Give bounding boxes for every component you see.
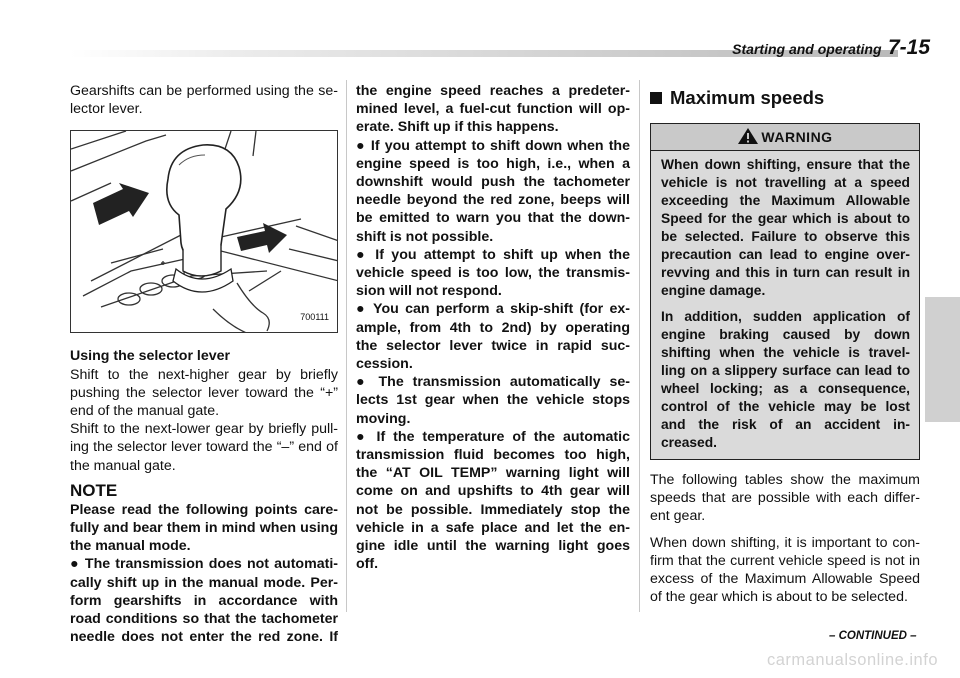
page-number: 7-15 bbox=[887, 36, 930, 59]
text-line: ● The transmission does not automati- bbox=[70, 556, 338, 573]
text-line: vehicle is not travelling at a speed bbox=[661, 175, 910, 190]
warning-triangle-icon bbox=[737, 127, 759, 145]
text-line: ● The transmission automatically se- bbox=[356, 374, 630, 391]
note-heading: NOTE bbox=[70, 480, 118, 500]
text-line: ● If the temperature of the automatic bbox=[356, 428, 630, 445]
section-heading bbox=[650, 86, 920, 110]
text-line: come on and upshifts to 4th gear will bbox=[356, 483, 630, 500]
text-line: end of the manual gate. bbox=[70, 403, 220, 420]
text-line: shifting when the vehicle is travel- bbox=[661, 345, 910, 360]
downshift-check-paragraph bbox=[650, 534, 920, 607]
downshift-paragraph bbox=[70, 420, 338, 475]
chapter-tab bbox=[925, 297, 960, 422]
text-line: needle does not enter the red zone. If bbox=[70, 629, 338, 646]
text-line: When down shifting, ensure that the bbox=[661, 157, 910, 172]
text-line: not be possible. Immediately stop the bbox=[356, 501, 630, 518]
text-line: revving and this in turn can result in bbox=[661, 265, 910, 280]
tables-paragraph bbox=[650, 471, 920, 526]
text-line: lector lever. bbox=[70, 101, 143, 118]
text-line: fully and bear them in mind when using bbox=[70, 520, 338, 537]
text-line: ent gear. bbox=[650, 508, 706, 525]
text-line: off. bbox=[356, 556, 379, 573]
intro-paragraph bbox=[70, 82, 338, 118]
text-line: gine idle until the warning light goes bbox=[356, 538, 630, 555]
text-line: firm that the current vehicle speed is not in bbox=[650, 552, 920, 569]
text-line: mined level, a fuel-cut function will op- bbox=[356, 101, 630, 118]
text-line: the manual mode. bbox=[70, 538, 191, 555]
upshift-paragraph bbox=[70, 366, 338, 421]
text-line: cally shift up in the manual mode. Per- bbox=[70, 574, 338, 591]
text-line: needle beyond the red zone, beeps will bbox=[356, 192, 630, 209]
text-line: form gearshifts in accordance with bbox=[70, 592, 338, 609]
text-line: be selected. Failure to observe this bbox=[661, 229, 910, 244]
text-line: moving. bbox=[356, 410, 411, 427]
warning-header bbox=[650, 123, 920, 151]
text-line: excess of the Maximum Allowable Speed bbox=[650, 571, 920, 588]
text-line: engine damage. bbox=[661, 283, 766, 298]
text-line: ● You can perform a skip-shift (for ex- bbox=[356, 301, 630, 318]
text-line: wheel locking; as a consequence, bbox=[661, 381, 910, 396]
text-line: Please read the following points care- bbox=[70, 501, 338, 518]
text-line: the engine speed reaches a predeter- bbox=[356, 83, 630, 99]
text-line: Gearshifts can be performed using the se- bbox=[70, 83, 338, 99]
text-line: road conditions so that the tachometer bbox=[70, 611, 338, 628]
text-line: In addition, sudden application of bbox=[661, 309, 910, 324]
text-line: cession. bbox=[356, 356, 413, 373]
column-middle bbox=[356, 82, 630, 573]
column-divider bbox=[346, 80, 347, 612]
text-line: lects 1st gear when the vehicle stops bbox=[356, 392, 630, 409]
text-line: Shift to the next-lower gear by briefly pull- bbox=[70, 421, 338, 438]
warning-label: WARNING bbox=[761, 129, 833, 145]
continued-marker: – CONTINUED – bbox=[829, 630, 917, 642]
section-title: Starting and operating bbox=[732, 41, 882, 57]
warning-body bbox=[650, 151, 920, 460]
note-body bbox=[70, 501, 338, 647]
section-heading-text: Maximum speeds bbox=[670, 87, 825, 108]
column-right bbox=[650, 82, 920, 606]
text-line: creased. bbox=[661, 435, 717, 450]
text-line: engine speed is too high, i.e., when a bbox=[356, 155, 630, 172]
watermark: carmanualsonline.info bbox=[766, 651, 938, 669]
text-line: exceeding the Maximum Allowable bbox=[661, 193, 910, 208]
column-divider bbox=[639, 80, 640, 612]
text-line: and the risk of an accident in- bbox=[661, 417, 910, 432]
gearshift-illustration bbox=[70, 130, 338, 333]
text-line: engine braking caused by down bbox=[661, 327, 910, 342]
subheading: Using the selector lever bbox=[70, 348, 231, 365]
square-bullet-icon bbox=[650, 92, 662, 104]
text-line: ● If you attempt to shift down when the bbox=[356, 137, 630, 154]
text-line: transmission fluid becomes too high, bbox=[356, 447, 630, 464]
text-line: ling on a slippery surface can lead to bbox=[661, 363, 910, 378]
text-line: be emitted to warn you that the down- bbox=[356, 210, 630, 227]
text-line: vehicle speed is too low, the transmis- bbox=[356, 265, 630, 282]
text-line: the selector lever twice in rapid suc- bbox=[356, 337, 630, 354]
text-line: ample, from 4th to 2nd) by operating bbox=[356, 319, 630, 336]
page-header bbox=[732, 36, 930, 60]
text-line: ● If you attempt to shift up when the bbox=[356, 246, 630, 263]
text-line: control of the vehicle may be lost bbox=[661, 399, 910, 414]
column-left bbox=[70, 82, 338, 646]
figure-code: 700111 bbox=[300, 312, 329, 323]
text-line: vehicle in a safe place and let the en- bbox=[356, 519, 630, 536]
text-line: The following tables show the maximum bbox=[650, 472, 920, 488]
text-line: Speed for the gear which is about to bbox=[661, 211, 910, 226]
text-line: speeds that are possible with each differ- bbox=[650, 490, 920, 507]
text-line: erate. Shift up if this happens. bbox=[356, 119, 559, 136]
text-line: precaution can lead to engine over- bbox=[661, 247, 910, 262]
text-line: the “AT OIL TEMP” warning light will bbox=[356, 465, 630, 482]
text-line: When down shifting, it is important to con- bbox=[650, 534, 920, 551]
text-line: Shift to the next-higher gear by briefly bbox=[70, 366, 338, 383]
selector-lever-drawing bbox=[71, 131, 338, 333]
text-line: ing the selector lever toward the “–” end of bbox=[70, 439, 338, 456]
text-line: sion will not respond. bbox=[356, 283, 502, 300]
text-line: downshift would push the tachometer bbox=[356, 174, 630, 191]
text-line: shift is not possible. bbox=[356, 228, 494, 245]
text-line: of the gear which is about to be selected. bbox=[650, 589, 908, 606]
text-line: pushing the selector lever toward the “+” bbox=[70, 384, 338, 401]
text-line: the manual gate. bbox=[70, 457, 176, 474]
